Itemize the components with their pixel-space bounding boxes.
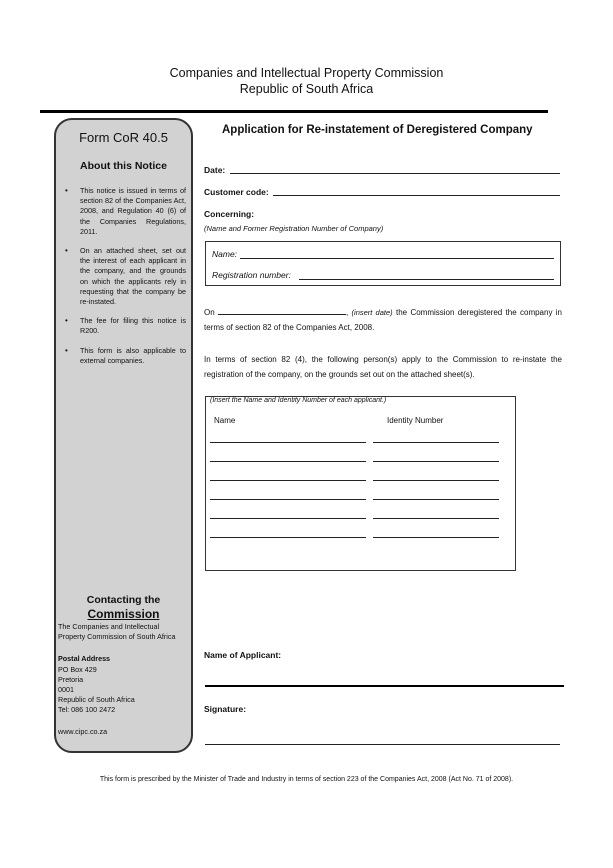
applicant-name-line[interactable]: [205, 685, 564, 687]
postal-line: 0001: [58, 685, 74, 694]
applicant-name-field[interactable]: [210, 461, 366, 462]
applicant-name-field[interactable]: [210, 442, 366, 443]
applicant-id-field[interactable]: [373, 537, 499, 538]
applicant-id-field[interactable]: [373, 461, 499, 462]
list-item: • On an attached sheet, set out the interest of each applicant in the company, and the grounds on which the applicants rely in requesting that the company be re-instated.: [65, 246, 186, 307]
date-field[interactable]: [230, 173, 560, 174]
applicant-name-label: Name of Applicant:: [204, 650, 282, 660]
form-code: Form CoR 40.5: [79, 130, 168, 145]
concerning-note: (Name and Former Registration Number of Company): [204, 224, 384, 233]
applicants-table: [205, 396, 516, 571]
registration-number-field[interactable]: [299, 279, 554, 280]
list-item: • This notice is issued in terms of section 82 of the Companies Act, 2008, and Regulation 40 (6) of the Companies Regulations, 2011.: [65, 186, 186, 236]
phone-number: Tel: 086 100 2472: [58, 705, 116, 714]
applicants-note: (Insert the Name and Identity Number of each applicant.): [210, 397, 387, 404]
form-title: Application for Re-instatement of Deregistered Company: [222, 124, 533, 136]
list-item: • The fee for filing this notice is R200.: [65, 316, 186, 336]
company-name-label: Name:: [212, 249, 238, 259]
contact-heading: Contacting the: [86, 594, 161, 606]
date-label: Date:: [204, 165, 226, 175]
bullet-icon: •: [65, 186, 68, 195]
customer-code-field[interactable]: [273, 195, 560, 196]
application-paragraph: In terms of section 82 (4), the following person(s) apply to the Commission to re-instate the registration of the company, on the grounds set out on the attached sheet(s).: [204, 355, 562, 379]
org-name-line1: The Companies and Intellectual: [58, 622, 160, 631]
registration-number-label: Registration number:: [212, 270, 291, 280]
bullet-icon: •: [65, 246, 68, 256]
bullet-icon: •: [65, 345, 68, 355]
column-header-name: Name: [214, 416, 236, 425]
concerning-label: Concerning:: [204, 209, 255, 219]
header-divider: [40, 110, 548, 113]
postal-line: Pretoria: [58, 675, 84, 684]
notice-bullets: [62, 186, 186, 375]
org-name-line2: Property Commission of South Africa: [58, 632, 176, 641]
list-item: • This form is also applicable to external companies.: [65, 345, 186, 365]
deregistration-date-field[interactable]: [218, 306, 346, 315]
company-name-field[interactable]: [240, 258, 554, 259]
postal-line: PO Box 429: [58, 665, 97, 674]
contact-heading-commission: Commission: [87, 607, 160, 621]
signature-field[interactable]: [205, 744, 560, 745]
applicant-id-field[interactable]: [373, 442, 499, 443]
applicant-name-field[interactable]: [210, 518, 366, 519]
applicant-id-field[interactable]: [373, 518, 499, 519]
applicant-id-field[interactable]: [373, 499, 499, 500]
column-header-identity-number: Identity Number: [387, 416, 444, 425]
customer-code-label: Customer code:: [204, 187, 269, 197]
applicant-name-field[interactable]: [210, 480, 366, 481]
deregistration-paragraph: On , (insert date) the Commission deregistered the company in terms of section 82 of the Companies Act, 2008.: [204, 308, 562, 332]
about-heading: About this Notice: [80, 160, 167, 172]
website-link[interactable]: www.cipc.co.za: [58, 727, 108, 736]
bullet-icon: •: [65, 316, 68, 326]
applicant-name-field[interactable]: [210, 537, 366, 538]
sidebar-panel: [54, 118, 193, 753]
footer-legal-note: This form is prescribed by the Minister of Trade and Industry in terms of section 223 of the Companies Act, 2008 (Act No. 71 of 2008).: [99, 776, 514, 783]
applicant-name-field[interactable]: [210, 499, 366, 500]
signature-label: Signature:: [204, 704, 247, 714]
company-details-box: [205, 241, 561, 286]
header-country: Republic of South Africa: [239, 82, 374, 96]
applicant-id-field[interactable]: [373, 480, 499, 481]
postal-line: Republic of South Africa: [58, 695, 135, 704]
header-commission-name: Companies and Intellectual Property Commission: [169, 66, 444, 80]
postal-heading: Postal Address: [58, 654, 111, 663]
